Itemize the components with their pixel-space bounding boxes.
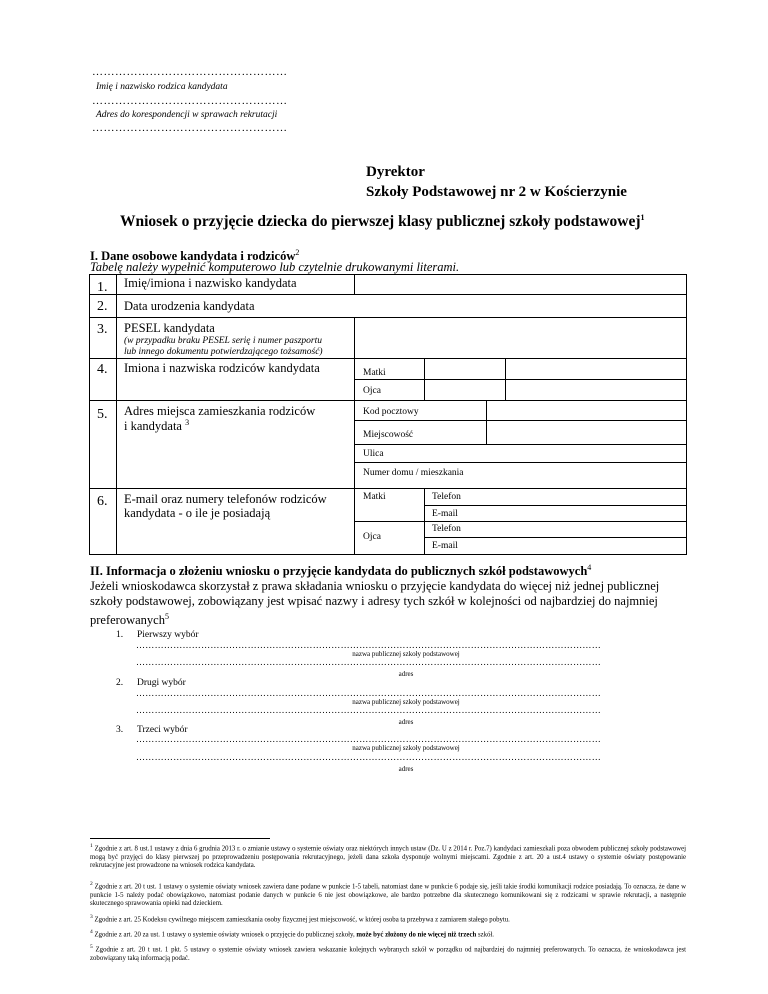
choice3-address-caption: adres (398, 765, 414, 773)
choice3-name-caption: nazwa publicznej szkoły podstawowej (352, 744, 460, 752)
choice2-label: Drugi wybór (137, 678, 186, 688)
parent-name-label: Imię i nazwisko rodzica kandydata (96, 82, 228, 92)
choice2-address-caption: adres (398, 718, 414, 726)
address-line-2[interactable]: …………………………………………… (92, 122, 288, 134)
recipient-title: Dyrektor (366, 164, 425, 180)
choice1-name-caption: nazwa publicznej szkoły podstawowej (352, 650, 460, 658)
father-email-label: E-mail (432, 541, 458, 551)
row5-label-2 (124, 418, 189, 434)
row6-number: 6. (97, 494, 108, 509)
row1-number: 1. (97, 280, 108, 295)
document-title (120, 213, 645, 231)
row5-footnote-ref: 3 (185, 418, 190, 427)
street-label: Ulica (363, 449, 384, 459)
row4-mother-label: Matki (363, 368, 386, 378)
footnote-2 (90, 880, 686, 909)
row6-mother-label: Matki (363, 492, 386, 502)
row6-label: E-mail oraz numery telefonów rodziców (124, 492, 327, 506)
address-label: Adres do korespondencji w sprawach rekrutacji (96, 110, 278, 120)
section2-heading (90, 563, 591, 579)
footnote-4-text: Zgodnie z art. 20 za ust. 1 ustawy o systemie oświaty wniosek o przyjęcie do publicznej szkoły, (94, 931, 355, 939)
choice1-label: Pierwszy wybór (137, 630, 199, 640)
section1-heading-text: I. Dane osobowe kandydata i rodziców (90, 249, 296, 264)
row3-label: PESEL kandydata (124, 321, 215, 335)
city-label: Miejscowość (363, 430, 414, 440)
row3-number: 3. (97, 322, 108, 337)
row2-label: Data urodzenia kandydata (124, 299, 255, 313)
footnote-2-text: Zgodnie z art. 20 t ust. 1 ustawy o systemie oświaty wniosek zawiera dane podane w punkcie 1-5 tabeli, natomiast dane w punkcie 6 podaje się, jeśli takie środki komunikacji rodzice posiadają. To oznacza, że dane w punkcie 1-5 należy podać obowiązkowo, natomiast podanie danych w punkcie 6 nie jest obowiązkowe, ale bardzo potrzebne dla skutecznego komunikowani się z rodzicami w sprawie rekrutacji, a następnie skutecznego sprawowania opieki nad dzieckiem. (90, 883, 687, 908)
row4-father-label: Ojca (363, 386, 381, 396)
row6-label-2: kandydata - o ile je posiadają (124, 506, 271, 520)
father-phone-label: Telefon (432, 524, 461, 534)
choice2-name-caption: nazwa publicznej szkoły podstawowej (352, 698, 460, 706)
choice3-number: 3. (116, 725, 124, 735)
section2-heading-text: II. Informacja o złożeniu wniosku o przyjęcie kandydata do publicznych szkół podstawowych (90, 564, 588, 579)
section1-instruction: Tabelę należy wypełnić komputerowo lub czytelnie drukowanymi literami. (90, 260, 460, 274)
row2-number: 2. (97, 299, 108, 314)
footnote-4-number: 4 (90, 929, 93, 935)
footnote-4-bold: może być złożony do nie więcej niż trzech (356, 931, 477, 939)
parent-name-line[interactable]: …………………………………………… (92, 66, 288, 78)
choice3-address-line[interactable]: …………………………………………………………………………………………………………………………………… (136, 752, 601, 762)
section2-desc-footnote-ref: 5 (164, 612, 169, 621)
footnote-1-number: 1 (90, 843, 93, 849)
footnote-1-text: Zgodnie z art. 8 ust.1 ustawy z dnia 6 grudnia 2013 r. o zmianie ustawy o systemie oświaty oraz niektórych innych ustaw (Dz. U z 2014 r. Poz.7) kandydaci zamieszkali poza obwodem publicznej szkoły podstawowej mogą być przyjęci do klasy pierwszej po przeprowadzeniu postępowania rekrutacyjnego, jeżeli dana szkoła dysponuje wolnymi miejscami. Zgodnie z art. 20 a ust.4 ustawy o systemie oświaty postępowanie rekrutacyjne jest prowadzone na wniosek rodzica kandydata. (90, 845, 686, 870)
row5-label-2-text: i kandydata (124, 419, 182, 434)
choice3-label: Trzeci wybór (137, 725, 188, 735)
house-number-label: Numer domu / mieszkania (363, 468, 464, 478)
recipient-school: Szkoły Podstawowej nr 2 w Kościerzynie (366, 184, 627, 200)
row1-label: Imię/imiona i nazwisko kandydata (124, 276, 297, 290)
footnote-2-number: 2 (90, 881, 93, 887)
choice1-address-caption: adres (398, 670, 414, 678)
choice2-name-line[interactable]: …………………………………………………………………………………………………………………………………… (136, 688, 601, 698)
mother-email-label: E-mail (432, 509, 458, 519)
address-line-1[interactable]: …………………………………………… (92, 95, 288, 107)
section2-description-text: Jeżeli wnioskodawca skorzystał z prawa składania wniosku o przyjęcie kandydata do więcej niż jednej publicznej szkoły podstawowej, zobowiązany jest wpisać nazwy i adresy tych szkół w kolejności od najbardziej do najmniej preferowanych (90, 579, 660, 628)
section2-footnote-ref: 4 (587, 563, 592, 572)
footnote-3 (90, 913, 686, 925)
choice2-address-line[interactable]: …………………………………………………………………………………………………………………………………… (136, 705, 601, 715)
section1-footnote-ref: 2 (295, 248, 300, 257)
row4-label: Imiona i nazwiska rodziców kandydata (124, 361, 320, 375)
footnote-3-number: 3 (90, 914, 93, 920)
row5-label: Adres miejsca zamieszkania rodziców (124, 404, 316, 418)
postal-code-label: Kod pocztowy (363, 407, 419, 417)
mother-phone-label: Telefon (432, 492, 461, 502)
row3-hint-2: lub innego dokumentu potwierdzającego tożsamość) (124, 347, 323, 357)
section2-description (90, 579, 686, 628)
footnote-3-text: Zgodnie z art. 25 Kodeksu cywilnego miejscem zamieszkania osoby fizycznej jest miejscowość, w której osoba ta przebywa z zamiarem stałego pobytu. (94, 916, 510, 924)
row6-father-label: Ojca (363, 532, 381, 542)
footnote-5 (90, 943, 686, 963)
footnote-separator (90, 838, 270, 839)
footnote-1 (90, 842, 686, 871)
row5-number: 5. (97, 407, 108, 422)
choice3-name-line[interactable]: …………………………………………………………………………………………………………………………………… (136, 734, 601, 744)
footnote-5-text: Zgodnie z art. 20 t ust. 1 pkt. 5 ustawy o systemie oświaty wniosek zawiera wskazanie kolejnych wybranych szkół w porządku od najbardziej do najmniej preferowanych. To oznacza, że wnioskodawca jest zobowiązany taką informacją podać. (90, 946, 686, 962)
footnote-4-after: szkół. (476, 931, 494, 939)
title-text: Wniosek o przyjęcie dziecka do pierwszej klasy publicznej szkoły podstawowej (120, 213, 641, 231)
choice1-number: 1. (116, 630, 124, 640)
footnote-4 (90, 928, 686, 940)
choice1-name-line[interactable]: …………………………………………………………………………………………………………………………………… (136, 640, 601, 650)
title-footnote-ref: 1 (640, 213, 645, 222)
choice2-number: 2. (116, 678, 124, 688)
footnote-5-number: 5 (90, 944, 93, 950)
row3-hint-1: (w przypadku braku PESEL serię i numer paszportu (124, 336, 322, 346)
choice1-address-line[interactable]: …………………………………………………………………………………………………………………………………… (136, 657, 601, 667)
row4-number: 4. (97, 362, 108, 377)
